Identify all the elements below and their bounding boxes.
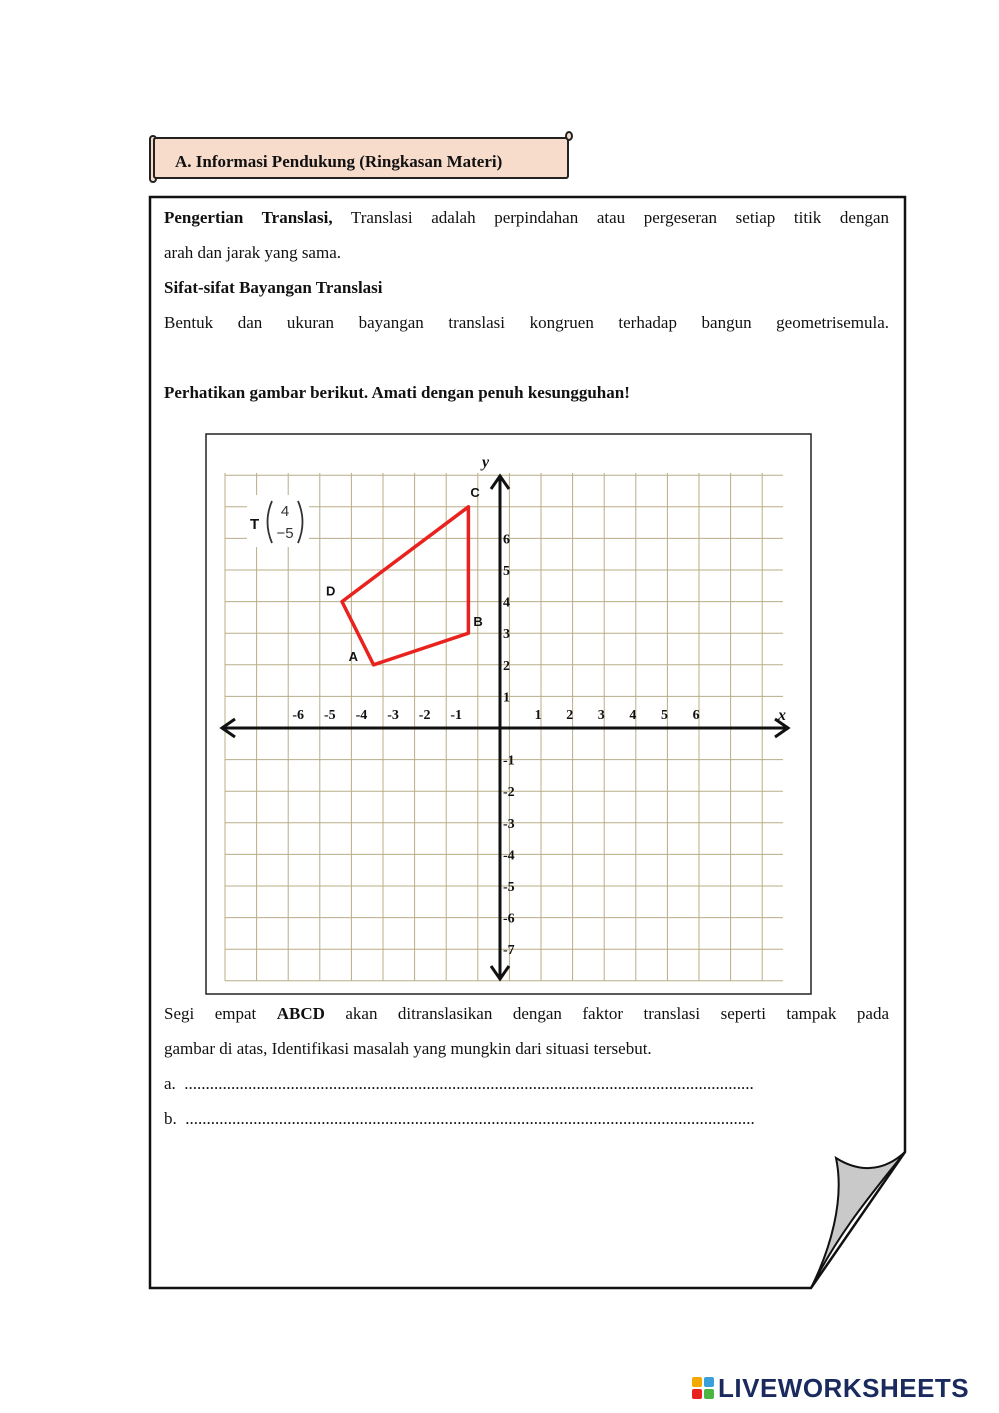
definition-term: Pengertian Translasi, — [164, 208, 333, 227]
answer-b[interactable] — [164, 1101, 889, 1136]
coordinate-graph — [205, 433, 812, 995]
y-tick-label: -4 — [503, 848, 515, 864]
y-tick-label: -5 — [503, 880, 515, 895]
answer-b-dots: ...................................................................................................................................... — [185, 1109, 755, 1128]
properties-text: Bentuk dan ukuran bayangan translasi kongruen terhadap bangun geometrisemula. — [164, 313, 889, 332]
y-tick-label: 1 — [503, 690, 510, 706]
footer-brand: LIVEWORKSHEETS — [718, 1372, 970, 1403]
x-tick-label: -3 — [387, 708, 399, 723]
y-tick-label: 2 — [503, 658, 510, 674]
y-tick-label: -2 — [503, 785, 515, 801]
x-tick-label: 6 — [692, 708, 700, 723]
x-tick-label: 1 — [534, 708, 542, 723]
vertex-label-b: B — [473, 614, 483, 630]
spacer — [164, 340, 889, 375]
question-line-1 — [164, 996, 889, 1031]
vertex-label-a: A — [348, 648, 358, 664]
section-banner — [149, 131, 573, 183]
y-tick-label: 6 — [503, 532, 510, 548]
definition-text-1: Translasi adalah perpindahan atau pergeseran setiap titik dengan — [332, 208, 889, 227]
x-tick-label: -6 — [292, 708, 305, 723]
properties-heading: Sifat-sifat Bayangan Translasi — [164, 278, 383, 297]
vertex-label-d: D — [326, 583, 336, 599]
x-tick-label: 4 — [629, 708, 637, 723]
x-axis-label: x — [778, 707, 786, 724]
x-tick-label: -5 — [324, 708, 336, 723]
summary-content — [164, 200, 889, 410]
x-tick-label: 5 — [661, 708, 668, 723]
answer-a-dots: ...................................................................................................................................... — [184, 1074, 754, 1093]
answer-a-label: a. — [164, 1074, 176, 1093]
x-tick-label: 2 — [566, 708, 574, 723]
instruction-text: Perhatikan gambar berikut. Amati dengan penuh kesungguhan! — [164, 383, 630, 402]
answer-b-label: b. — [164, 1109, 177, 1128]
y-tick-label: -7 — [503, 943, 515, 959]
question-pre: Segi empat — [164, 1004, 277, 1023]
x-tick-label: 3 — [597, 708, 605, 723]
x-tick-label: -2 — [418, 708, 431, 723]
vector-y-component: −5 — [276, 525, 294, 542]
definition-line-2: arah dan jarak yang sama. — [164, 243, 341, 262]
graph-svg — [205, 433, 812, 995]
definition-line-1 — [164, 200, 889, 235]
x-tick-label: -1 — [450, 708, 463, 723]
logo-icon — [692, 1377, 714, 1399]
y-tick-label: 3 — [503, 627, 510, 643]
question-line-2: gambar di atas, Identifikasi masalah yang mungkin dari situasi tersebut. — [164, 1039, 652, 1058]
vector-x-component: 4 — [280, 503, 290, 520]
y-tick-label: -3 — [503, 816, 515, 832]
banner-box — [153, 137, 569, 179]
y-tick-label: 5 — [503, 564, 510, 579]
translation-label: T — [250, 516, 260, 533]
x-tick-label: -4 — [355, 708, 368, 723]
y-axis-label: y — [482, 454, 490, 471]
section-title: A. Informasi Pendukung (Ringkasan Materi) — [175, 152, 503, 171]
y-tick-label: -6 — [503, 911, 515, 927]
y-tick-label: 4 — [503, 595, 510, 611]
y-tick-label: -1 — [503, 753, 515, 769]
liveworksheets-logo — [692, 1373, 969, 1403]
vertex-label-c: C — [470, 484, 480, 500]
question-shape-name: ABCD — [276, 1004, 325, 1023]
question-post: akan ditranslasikan dengan faktor translasi seperti tampak pada — [324, 1004, 889, 1023]
question-block — [164, 996, 889, 1136]
banner-curl-right — [565, 131, 573, 141]
answer-a[interactable] — [164, 1066, 889, 1101]
